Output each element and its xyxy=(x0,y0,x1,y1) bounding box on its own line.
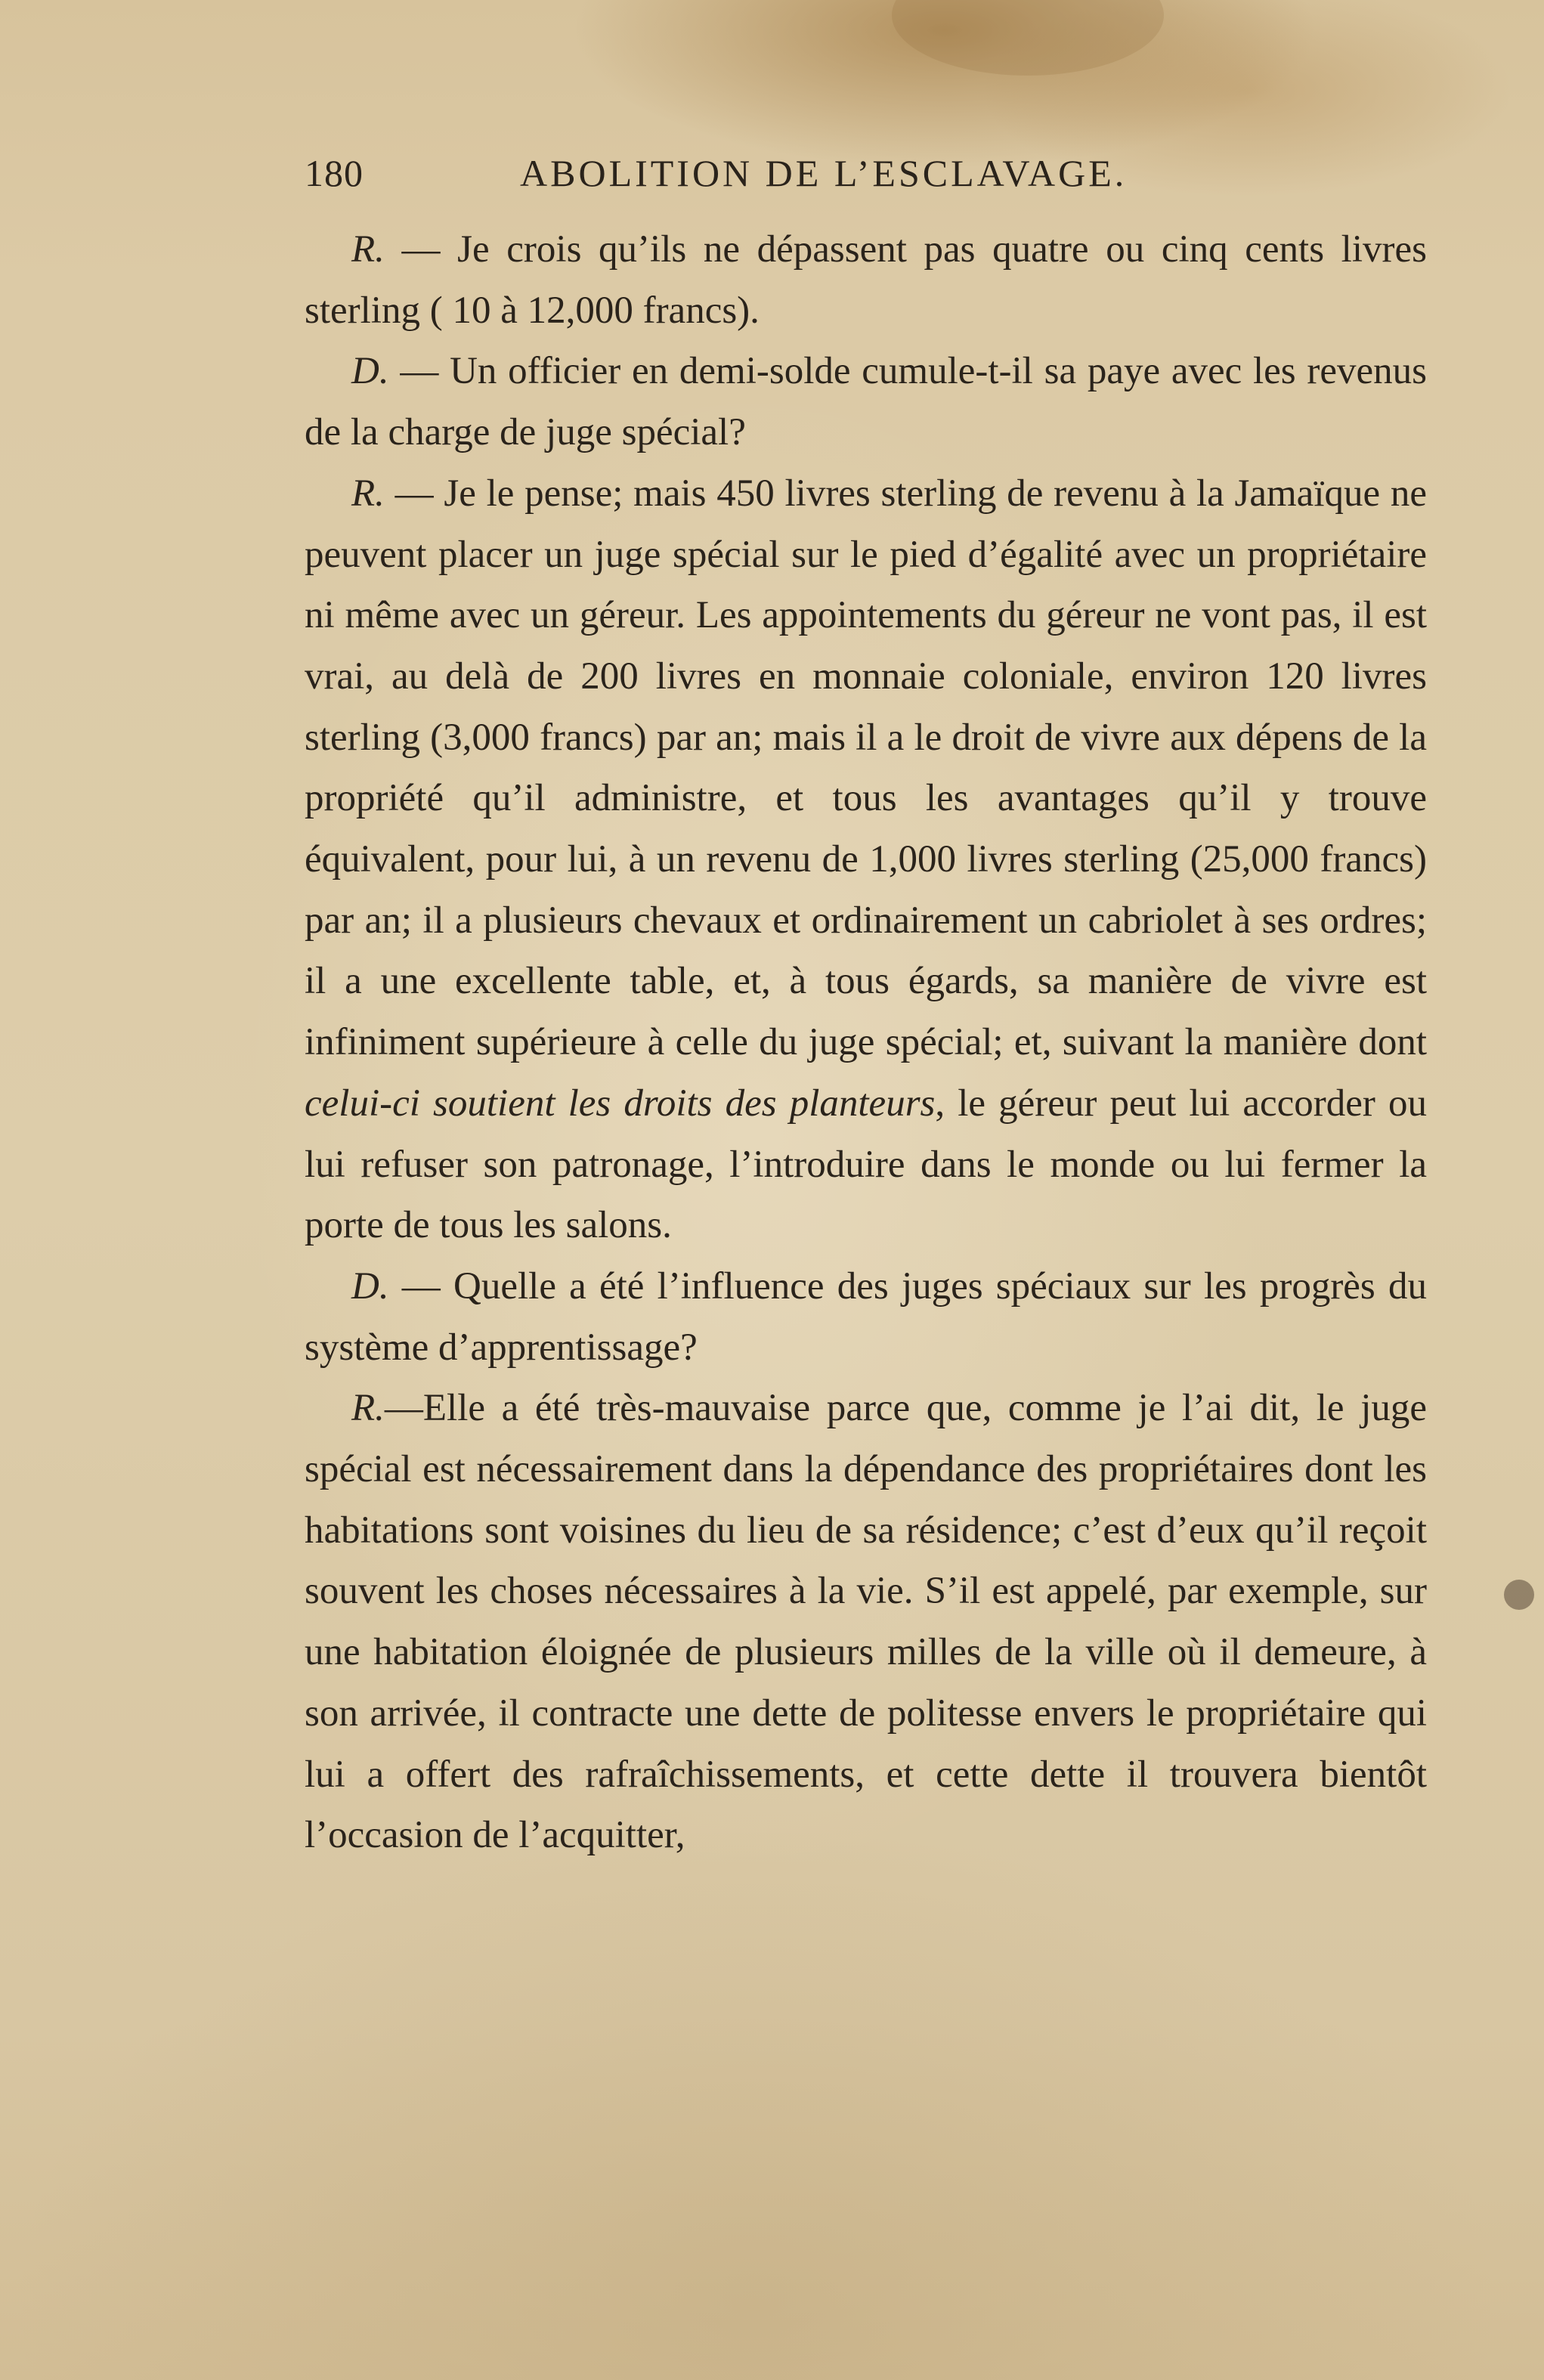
paragraph-text: — Je crois qu’ils ne dépassent pas quatre ou cinq cents livres sterling ( 10 à 12,000 francs). xyxy=(305,228,1427,332)
paragraph-text: — Un officier en demi-solde cumule-t-il sa paye avec les revenus de la charge de juge spécial? xyxy=(305,350,1427,454)
speaker-label: D. xyxy=(351,1264,389,1308)
paragraph-answer-3 xyxy=(305,1378,1427,1866)
body-text xyxy=(305,219,1427,1866)
speaker-label: R. xyxy=(351,472,385,515)
paragraph-question-1 xyxy=(305,341,1427,463)
speaker-label: R. xyxy=(351,1387,385,1430)
page-number: 180 xyxy=(305,152,364,194)
paragraph-answer-1 xyxy=(305,219,1427,341)
paragraph-text: —Elle a été très-mauvaise parce que, comme je l’ai dit, le juge spécial est nécessairement dans la dépendance des propriétaires dont les habitations sont voisines du lieu de sa résidence; c’est d’eux qu’il reçoit souvent les choses nécessaires à la vie. S’il est appelé, par exemple, sur une habitation éloignée de plusieurs milles de la ville où il demeure, à son arrivée, il contracte une dette de politesse envers le propriétaire qui lui a offert des rafraîchissements, et cette dette il trouvera bientôt l’occasion de l’acquitter, xyxy=(305,1387,1427,1857)
paragraph-answer-2 xyxy=(305,463,1427,1256)
italic-phrase: celui-ci soutient les droits des planteurs xyxy=(305,1082,936,1125)
paragraph-text: — Je le pense; mais 450 livres sterling de revenu à la Jamaïque ne peuvent placer un juge spécial sur le pied d’égalité avec un propriétaire ni même avec un géreur. Les appointements du géreur ne vont pas, il est vrai, au delà de 200 livres en monnaie coloniale, environ 120 livres sterling (3,000 francs) par an; mais il a le droit de vivre aux dépens de la propriété qu’il administre, et tous les avantages qu’il y trouve équivalent, pour lui, à un revenu de 1,000 livres sterling (25,000 francs) par an; il a plusieurs chevaux et ordinairement un cabriolet à ses ordres; il a une excellente table, et, à tous égards, sa manière de vivre est infiniment supérieure à celle du juge spécial; et, suivant la manière dont xyxy=(305,472,1427,1064)
speaker-label: R. xyxy=(351,228,385,271)
paper-stain xyxy=(892,0,1164,76)
paragraph-text-continued: , le géreur peut lui accorder ou lui refuser son patronage, l’introduire dans le monde ou lui fermer la porte de tous les salons. xyxy=(305,1082,1427,1247)
paragraph-text: — Quelle a été l’influence des juges spéciaux sur les progrès du système d’apprentissage? xyxy=(305,1264,1427,1369)
paragraph-question-2 xyxy=(305,1256,1427,1378)
running-header xyxy=(305,151,1227,204)
paper-spot xyxy=(1504,1580,1534,1610)
speaker-label: D. xyxy=(351,350,389,393)
running-title: ABOLITION DE L’ESCLAVAGE. xyxy=(520,152,1128,194)
